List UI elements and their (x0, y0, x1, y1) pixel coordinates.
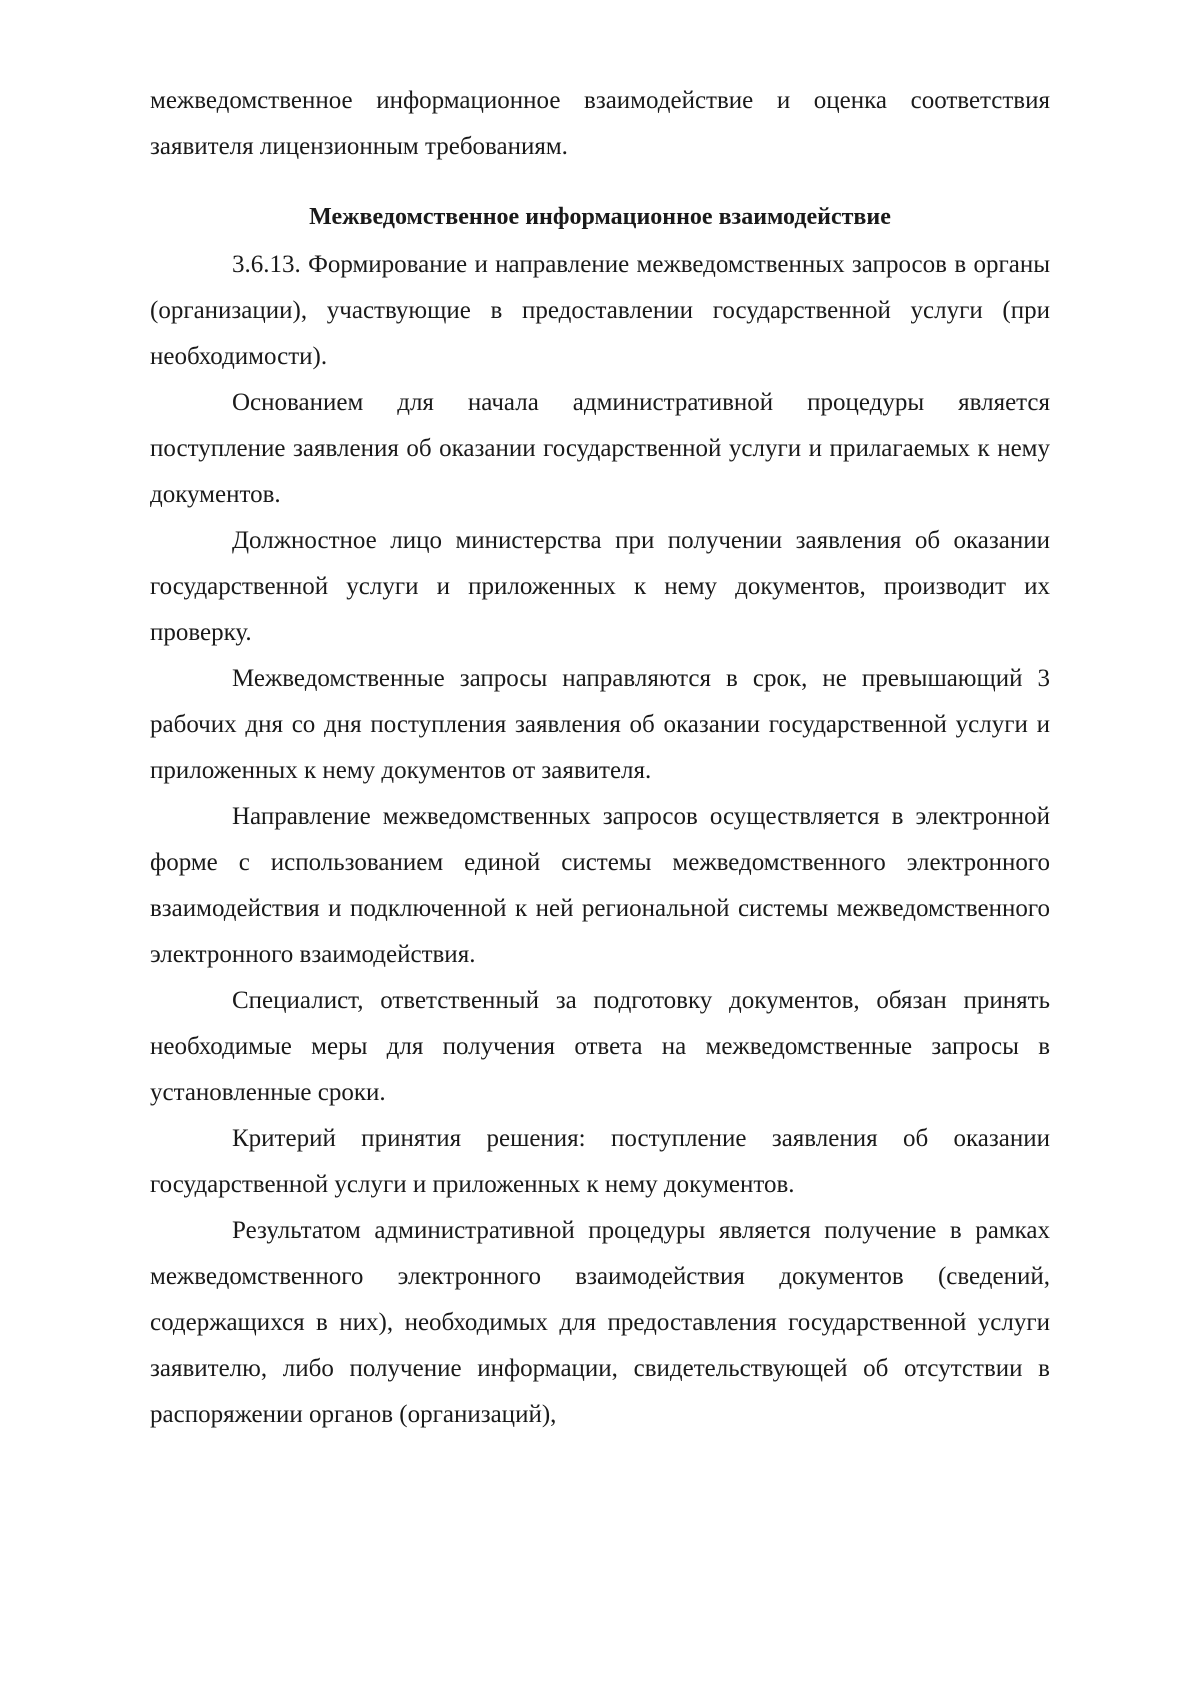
paragraph-basis: Основанием для начала административной процедуры является поступление заявления об оказании государственной услуги и прилагаемых к нему документов. (150, 389, 1050, 508)
paragraph-request-deadline: Межведомственные запросы направляются в срок, не превышающий 3 рабочих дня со дня поступления заявления об оказании государственной услуги и приложенных к нему документов от заявителя. (150, 665, 1050, 784)
paragraph-result: Результатом административной процедуры является получение в рамках межведомственного электронного взаимодействия документов (сведений, содержащихся в них), необходимых для предоставления государственной услуги заявителю, либо получение информации, свидетельствующей об отсутствии в распоряжении органов (организаций), (150, 1217, 1050, 1428)
paragraph-official-check: Должностное лицо министерства при получении заявления об оказании государственной услуги и приложенных к нему документов, производит их проверку. (150, 527, 1050, 646)
paragraph-electronic-form: Направление межведомственных запросов осуществляется в электронной форме с использованием единой системы межведомственного электронного взаимодействия и подключенной к ней региональной системы межведомственного электронного взаимодействия. (150, 803, 1050, 968)
section-heading: Межведомственное информационное взаимодействие (309, 204, 891, 230)
document-page (150, 78, 1050, 1438)
paragraph-3-6-13: 3.6.13. Формирование и направление межведомственных запросов в органы (организации), участвующие в предоставлении государственной услуги (при необходимости). (150, 251, 1050, 370)
paragraph-criterion: Критерий принятия решения: поступление заявления об оказании государственной услуги и приложенных к нему документов. (150, 1125, 1050, 1198)
intro-paragraph: межведомственное информационное взаимодействие и оценка соответствия заявителя лицензионным требованиям. (150, 87, 1050, 160)
paragraph-specialist: Специалист, ответственный за подготовку документов, обязан принять необходимые меры для получения ответа на межведомственные запросы в установленные сроки. (150, 987, 1050, 1106)
